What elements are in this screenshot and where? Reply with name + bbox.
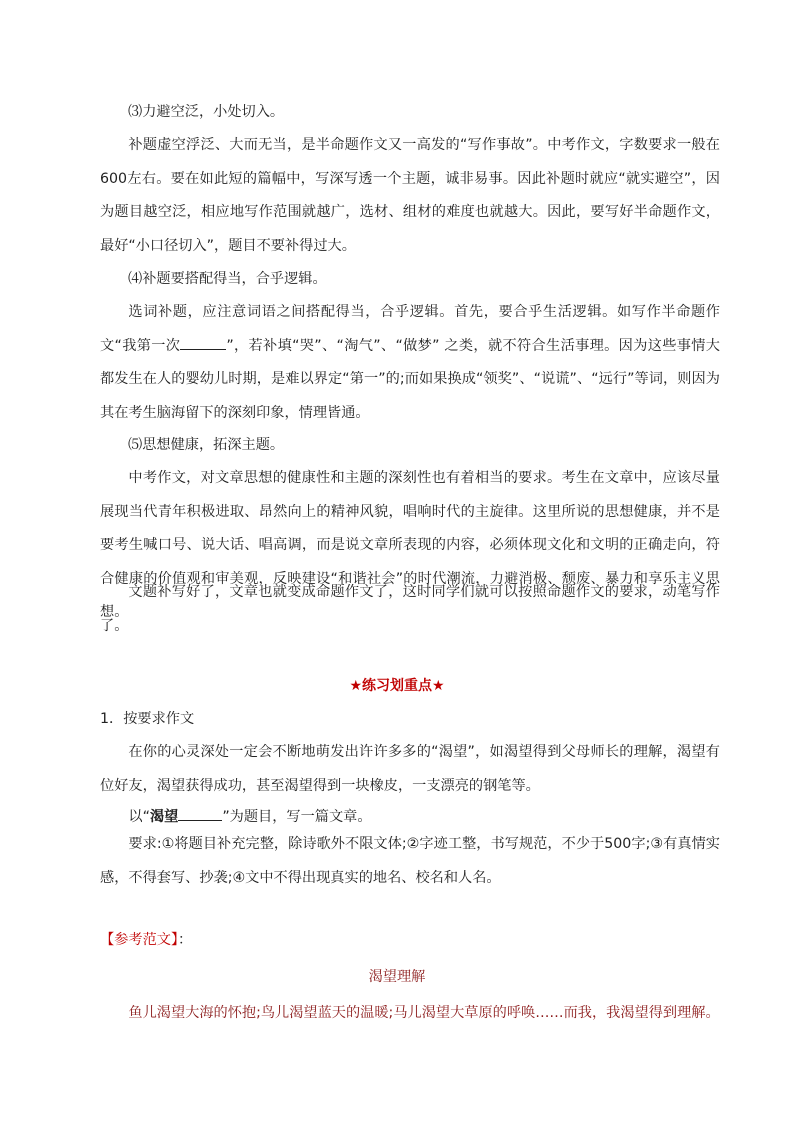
reference-label-suffix: ： [178,932,193,948]
fill-blank-line [180,335,226,350]
section-5-closing: 文题补写好了，文章也就变成命题作文了，这时同学们就可以按照命题作文的要求，动笔写作了。 [100,584,720,634]
practice-title: ★练习划重点★ [349,678,445,694]
practice-requirements: 要求:①将题目补充完整，除诗歌外不限文体;②字迹工整，书写规范，不少于500字;③有真情实感，不得套写、抄袭;④文中不得出现真实的地名、校名和人名。 [100,836,720,886]
title-line-prefix: 以“ [128,809,150,825]
title-word: 渴望 [149,809,179,825]
title-blank-line [178,806,222,821]
section-4-body [100,296,720,430]
essay-first-line: 鱼儿渴望大海的怀抱;鸟儿渴望蓝天的温暖;马儿渴望大草原的呼唤……而我，我渴望得到理解。 [128,1005,720,1021]
section-4-heading: ⑷补题要搭配得当，合乎逻辑。 [128,271,327,287]
practice-item-heading: 1．按要求作文 [100,711,195,727]
title-line-suffix: ”为题目，写一篇文章。 [222,809,372,825]
section-3-body: 补题虚空浮泛、大而无当，是半命题作文又一高发的“写作事故”。中考作文，字数要求一般在600左右。要在如此短的篇幅中，写深写透一个主题，诚非易事。因此补题时就应“就实避空”，因为题目越空泛，相应地写作范围就越广，选材、组材的难度也就越大。因此，要写好半命题作文，最好“小口径切入”，题目不要补得过大。 [100,137,720,254]
section-5-body: 中考作文，对文章思想的健康性和主题的深刻性也有着相当的要求。考生在文章中，应该尽量展现当代青年积极进取、昂然向上的精神风貌，唱响时代的主旋律。这里所说的思想健康，并不是要考生喊口号、说大话、唱高调，而是说文章所表现的内容，必须体现文化和文明的正确走向，符合健康的价值观和审美观，反映建设“和谐社会”的时代潮流，力避消极、颓废、暴力和享乐主义思想。 [100,470,720,620]
section-4-body-part-b: ”，若补填“哭”、“淘气”、“做梦” 之类，就不符合生活事理。因为这些事情大都发生在人的婴幼儿时期，是难以界定“第一”的;而如果换成“领奖”、“说谎”、“远行”等词，则因为其在考生脑海留下的深刻印象，情理皆通。 [100,337,720,421]
essay-title: 渴望理解 [368,969,426,985]
reference-label: 【参考范文】 [100,932,179,948]
section-5-heading: ⑸思想健康，拓深主题。 [128,437,285,453]
section-4-body-part-a: 选词补题，应注意词语之间搭配得当，合乎逻辑。首先，要合乎生活逻辑。如写作半命题作文“我第一次 [100,304,720,354]
practice-prompt: 在你的心灵深处一定会不断地萌发出许许多多的“渴望”，如渴望得到父母师长的理解，渴望有位好友，渴望获得成功，甚至渴望得到一块橡皮，一支漂亮的钢笔等。 [100,744,720,794]
section-3-heading: ⑶力避空泛，小处切入。 [128,104,285,120]
reference-label-line [100,924,720,958]
